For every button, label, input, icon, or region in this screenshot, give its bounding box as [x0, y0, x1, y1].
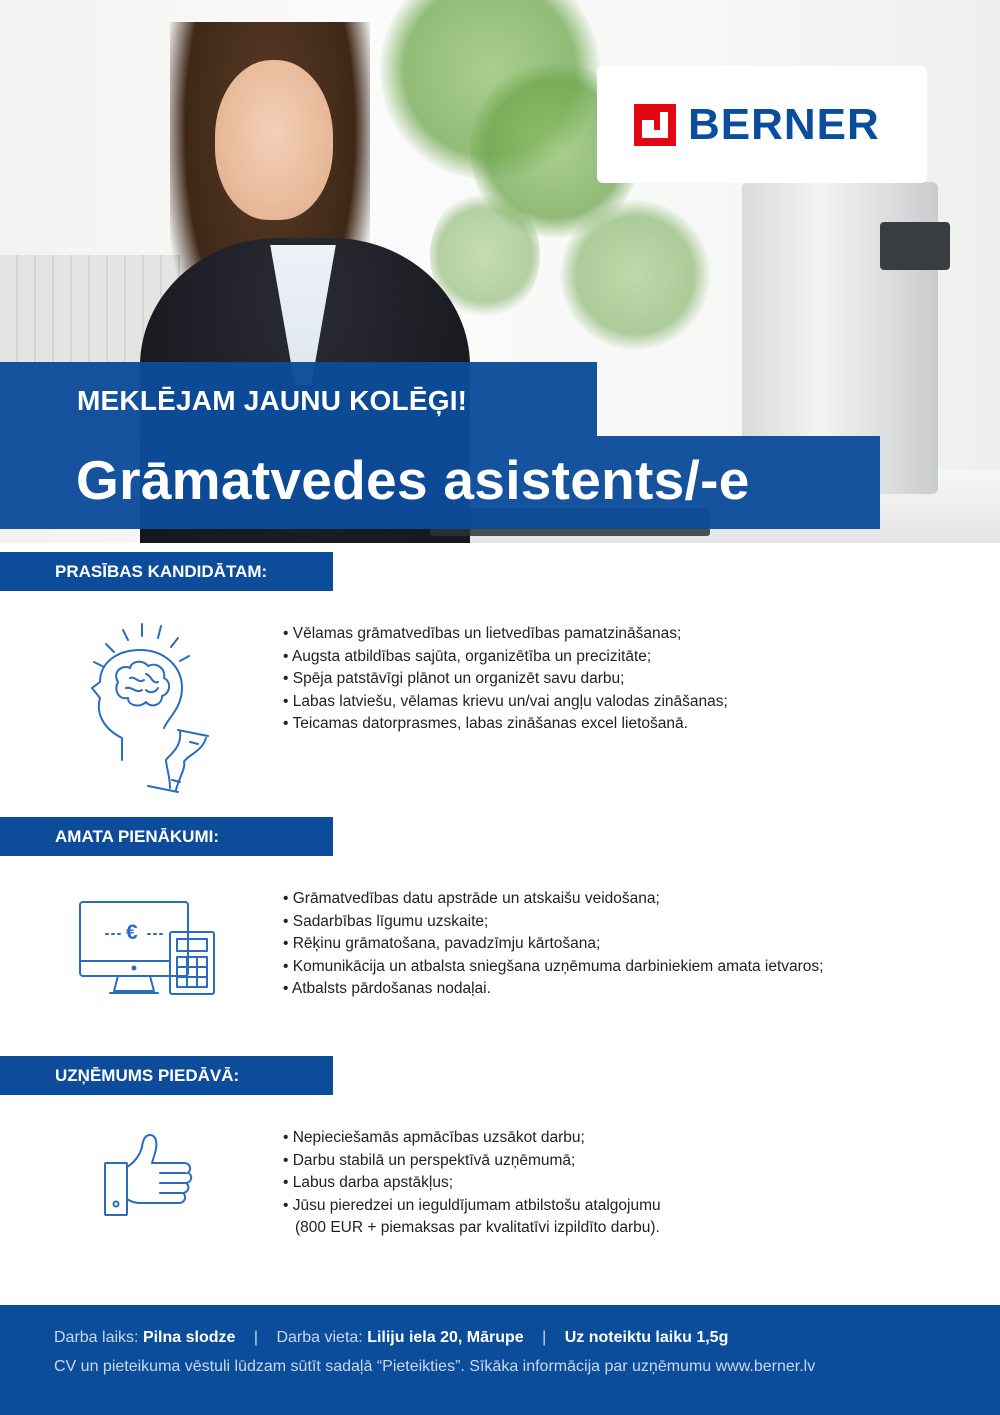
list-item: • Labus darba apstākļus; [283, 1174, 454, 1191]
section-title-requirements: PRASĪBAS KANDIDĀTAM: [55, 562, 268, 581]
list-item: • Teicamas datorprasmes, labas zināšanas excel lietošanā. [283, 715, 688, 732]
list-item-continuation: (800 EUR + piemaksas par kvalitatīvi izpildīto darbu). [295, 1219, 660, 1236]
duties-list [283, 888, 823, 1001]
list-item: • Vēlamas grāmatvedības un lietvedības pamatzināšanas; [283, 625, 682, 642]
berner-logo-icon [634, 104, 676, 146]
computer-calculator-icon [78, 899, 218, 1002]
location-value: Liliju iela 20, Mārupe [367, 1329, 524, 1346]
list-item: • Sadarbības līgumu uzskaite; [283, 912, 489, 930]
list-item: • Grāmatvedības datu apstrāde un atskaišu veidošana; [283, 890, 660, 907]
list-item: • Nepieciešamās apmācības uzsākot darbu; [283, 1129, 585, 1146]
brain-hourglass-icon [86, 620, 216, 805]
separator: | [253, 1329, 259, 1346]
list-item: • Jūsu pieredzei un ieguldījumam atbilstošu atalgojumu [283, 1196, 661, 1214]
job-details-line [54, 1329, 728, 1347]
list-item: • Spēja patstāvīgi plānot un organizēt savu darbu; [283, 670, 625, 687]
list-item: • Atbalsts pārdošanas nodaļai. [283, 980, 491, 997]
list-item: • Rēķinu grāmatošana, pavadzīmju kārtošana; [283, 935, 601, 952]
location-label: Darba vieta: [276, 1329, 363, 1346]
list-item: • Augsta atbildības sajūta, organizētība un precizitāte; [283, 647, 652, 665]
logo-card [597, 66, 927, 183]
position-title: Grāmatvedes asistents/-e [76, 449, 750, 511]
list-item: • Komunikācija un atbalsta sniegšana uzņēmuma darbiniekiem amata ietvaros; [283, 957, 824, 975]
term-value: Uz noteiktu laiku 1,5g [564, 1329, 729, 1346]
list-item: • Labas latviešu, vēlamas krievu un/vai angļu valodas zināšanas; [283, 692, 728, 710]
list-item: • Darbu stabilā un perspektīvā uzņēmumā; [283, 1151, 576, 1169]
work-time-value: Pilna slodze [142, 1329, 236, 1346]
tagline: MEKLĒJAM JAUNU KOLĒĢI! [77, 385, 468, 416]
euro-icon: € [126, 921, 138, 944]
offer-list [283, 1127, 661, 1240]
separator: | [542, 1329, 547, 1346]
requirements-list [283, 623, 728, 736]
section-title-offer: UZŅĒMUMS PIEDĀVĀ: [55, 1066, 240, 1085]
brand-name: BERNER [688, 99, 880, 149]
work-time-label: Darba laiks: [54, 1329, 139, 1346]
section-title-duties: AMATA PIENĀKUMI: [55, 827, 219, 846]
thumbs-up-icon [100, 1133, 195, 1223]
application-note: CV un pieteikuma vēstuli lūdzam sūtīt sadaļā “Pieteikties”. Sīkāka informācija par uzņēmumu www.berner.lv [54, 1358, 816, 1375]
